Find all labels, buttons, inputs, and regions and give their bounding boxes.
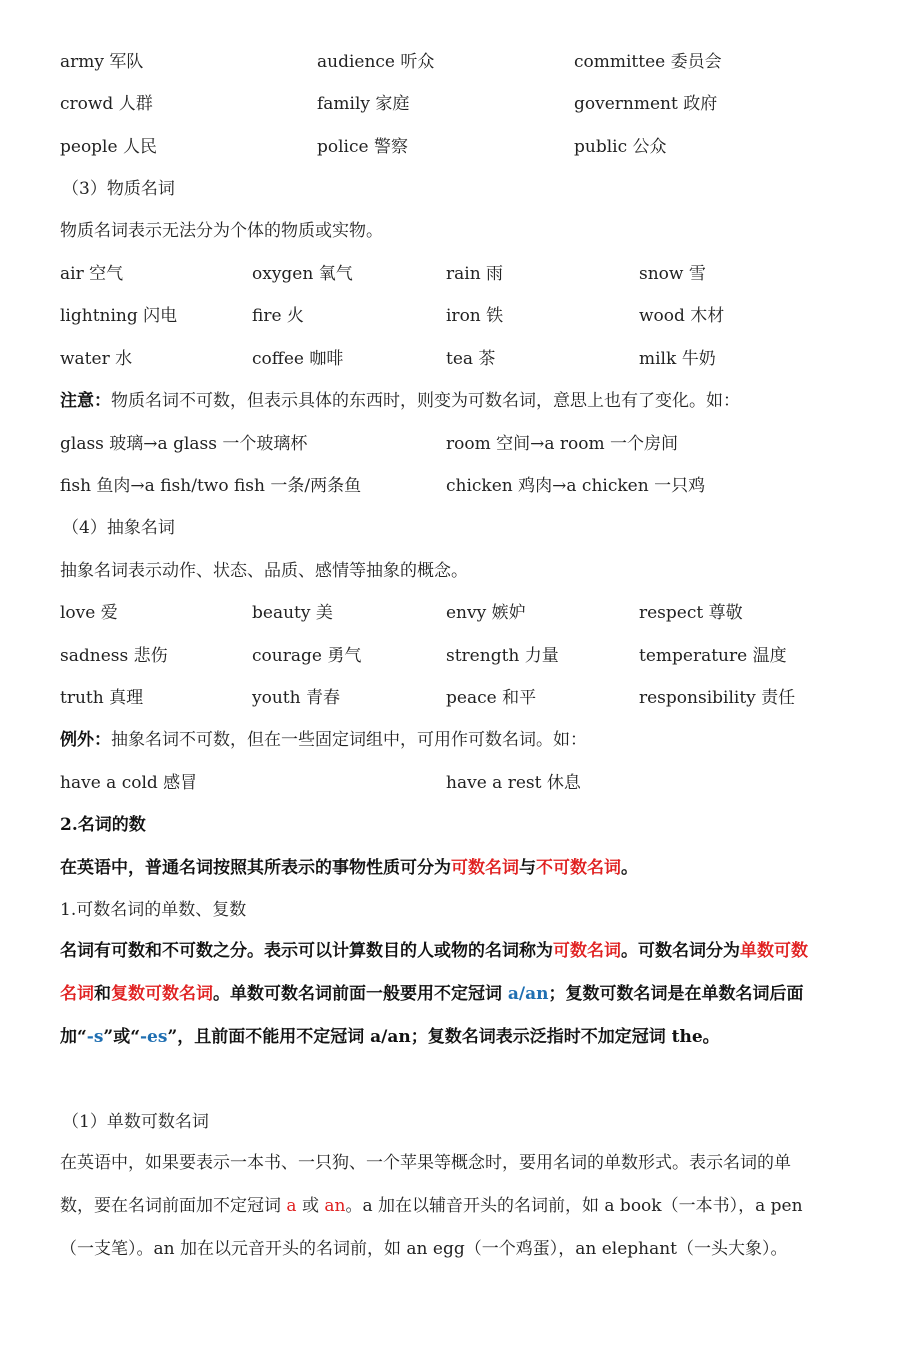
- word-cell: government 政府: [574, 94, 718, 114]
- para-text: ”，且前面不能用不定冠词 a/an；复数名词表示泛指时不加定冠词 the。: [167, 1027, 720, 1047]
- word-cell: police 警察: [317, 137, 408, 157]
- abstract-exception: [60, 728, 587, 752]
- para-highlight: an: [324, 1196, 346, 1216]
- word-cell: rain 雨: [446, 264, 504, 284]
- exception-label: 例外：: [60, 730, 111, 750]
- intro-text: 在英语中，普通名词按照其所表示的事物性质可分为: [60, 858, 451, 878]
- word-cell: people 人民: [60, 137, 157, 157]
- word-cell: respect 尊敬: [639, 603, 743, 623]
- para-text: 名词有可数和不可数之分。表示可以计算数目的人或物的名词称为: [60, 941, 553, 961]
- material-note: [60, 389, 740, 413]
- word-cell: audience 听众: [317, 52, 435, 72]
- word-cell: courage 勇气: [252, 646, 362, 666]
- word-cell: temperature 温度: [639, 646, 787, 666]
- para-highlight: a: [286, 1196, 297, 1216]
- word-cell: snow 雪: [639, 264, 706, 284]
- word-cell: water 水: [60, 349, 133, 369]
- intro-text: 。: [621, 858, 638, 878]
- example-cell: fish 鱼肉→a fish/two fish 一条/两条鱼: [60, 476, 362, 496]
- word-cell: crowd 人群: [60, 94, 153, 114]
- sub-heading-countable: 1.可数名词的单数、复数: [60, 900, 247, 920]
- material-definition: 物质名词表示无法分为个体的物质或实物。: [60, 221, 383, 241]
- intro-highlight: 不可数名词: [536, 858, 621, 878]
- word-cell: iron 铁: [446, 306, 504, 326]
- section-heading-material: （3）物质名词: [62, 179, 175, 199]
- number-intro: [60, 856, 638, 880]
- word-cell: fire 火: [252, 306, 304, 326]
- intro-text: 与: [519, 858, 536, 878]
- para-text: 。单数可数名词前面一般要用不定冠词: [213, 984, 508, 1004]
- para-text: 在英语中，如果要表示一本书、一只狗、一个苹果等概念时，要用名词的单数形式。表示名词的单数，要在名词前面加不定冠词: [60, 1153, 791, 1216]
- word-cell: army 军队: [60, 52, 144, 72]
- exception-text: 抽象名词不可数，但在一些固定词组中，可用作可数名词。如：: [111, 730, 587, 750]
- word-cell: youth 青春: [252, 688, 340, 708]
- word-cell: envy 嫉妒: [446, 603, 526, 623]
- para-text: 和: [94, 984, 111, 1004]
- word-cell: truth 真理: [60, 688, 144, 708]
- word-cell: milk 牛奶: [639, 349, 716, 369]
- word-cell: love 爱: [60, 603, 118, 623]
- example-cell: have a cold 感冒: [60, 773, 198, 793]
- word-cell: responsibility 责任: [639, 688, 796, 708]
- sub-heading-singular: （1）单数可数名词: [62, 1112, 209, 1132]
- para-blue: -s: [86, 1027, 104, 1047]
- word-cell: lightning 闪电: [60, 306, 178, 326]
- para-text: 。a 加在以辅音开头的名词前，如 a book（一本书），a pen（一支笔）。an 加在以元音开头的名词前，如 an egg（一个鸡蛋），an elephant（一头大象）。: [60, 1196, 803, 1259]
- para-highlight: 复数可数名词: [111, 984, 213, 1004]
- example-cell: glass 玻璃→a glass 一个玻璃杯: [60, 434, 308, 454]
- para-text: ”或“: [103, 1027, 140, 1047]
- para-text: 。可数名词分为: [621, 941, 740, 961]
- word-cell: coffee 咖啡: [252, 349, 344, 369]
- abstract-definition: 抽象名词表示动作、状态、品质、感情等抽象的概念。: [60, 561, 468, 581]
- example-cell: chicken 鸡肉→a chicken 一只鸡: [446, 476, 706, 496]
- singular-paragraph: [60, 1142, 820, 1271]
- example-cell: room 空间→a room 一个房间: [446, 434, 679, 454]
- word-cell: peace 和平: [446, 688, 537, 708]
- word-cell: beauty 美: [252, 603, 333, 623]
- word-cell: committee 委员会: [574, 52, 722, 72]
- word-cell: family 家庭: [317, 94, 410, 114]
- intro-highlight: 可数名词: [451, 858, 519, 878]
- word-cell: wood 木材: [639, 306, 725, 326]
- para-blue: -es: [139, 1027, 168, 1047]
- example-cell: have a rest 休息: [446, 773, 581, 793]
- word-cell: sadness 悲伤: [60, 646, 168, 666]
- note-text: 物质名词不可数，但表示具体的东西时，则变为可数名词，意思上也有了变化。如：: [111, 391, 740, 411]
- para-highlight: 可数名词: [553, 941, 621, 961]
- word-cell: strength 力量: [446, 646, 559, 666]
- section-heading-number: 2.名词的数: [60, 815, 146, 835]
- countable-paragraph: [60, 930, 820, 1059]
- word-cell: oxygen 氧气: [252, 264, 353, 284]
- word-cell: air 空气: [60, 264, 124, 284]
- para-text: ；复数可数名词是在单数名词后面加“: [60, 984, 804, 1047]
- word-cell: tea 茶: [446, 349, 496, 369]
- para-text: 或: [296, 1196, 325, 1216]
- para-highlight: 单数可数名词: [60, 941, 808, 1004]
- note-label: 注意：: [60, 391, 111, 411]
- word-cell: public 公众: [574, 137, 667, 157]
- section-heading-abstract: （4）抽象名词: [62, 518, 175, 538]
- para-blue: a/an: [507, 984, 549, 1004]
